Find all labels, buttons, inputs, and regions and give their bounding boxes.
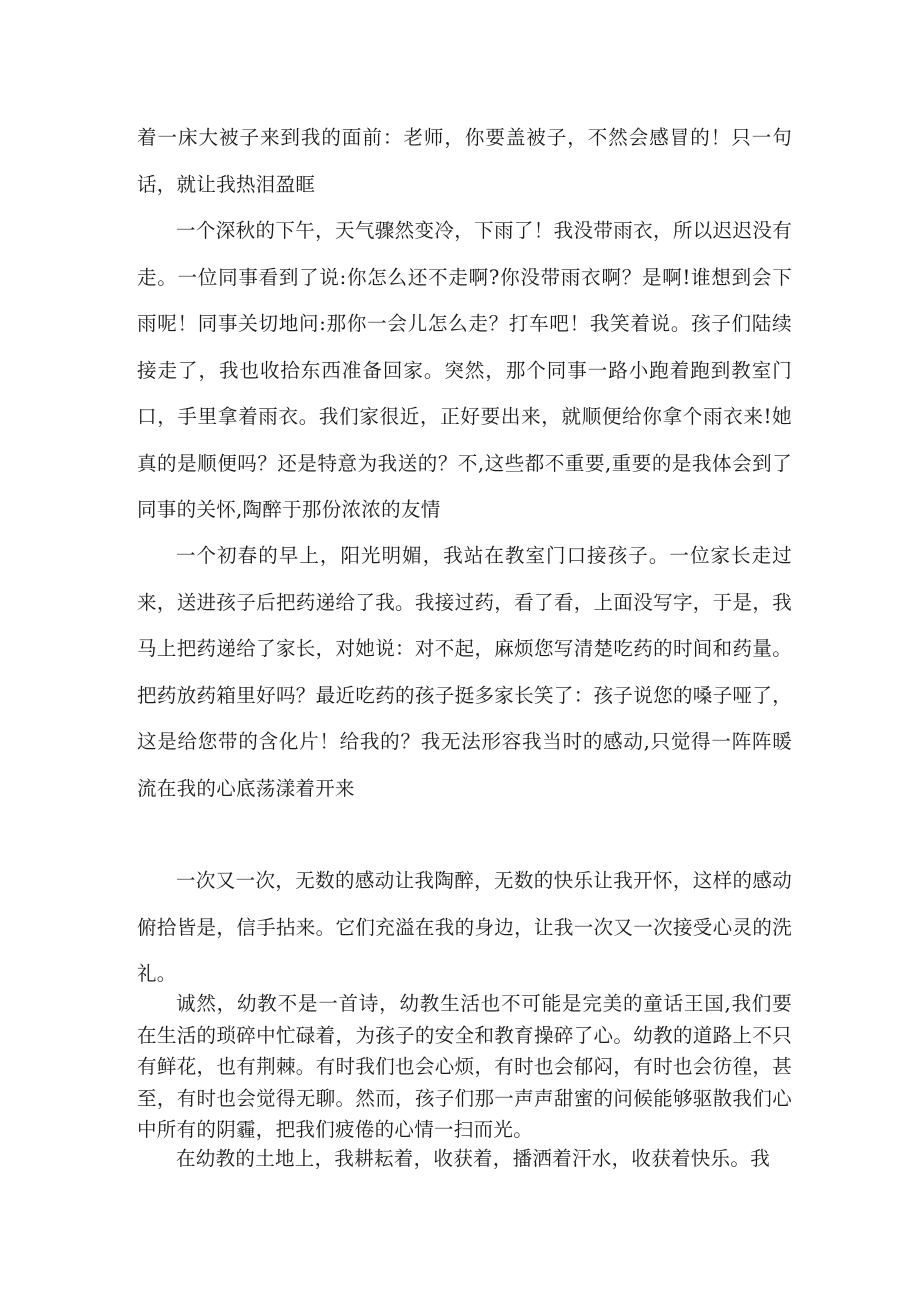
paragraph-2: 一个深秋的下午，天气骤然变冷，下雨了！我没带雨衣，所以迟迟没有走。一位同事看到了说:你怎么还不走啊?你没带雨衣啊？是啊!谁想到会下雨呢！同事关切地问:那你一会儿怎么走？打车吧！我笑着说。孩子们陆续接走了，我也收拾东西准备回家。突然，那个同事一路小跑着跑到教室门口，手里拿着雨衣。我们家很近，正好要出来，就顺便给你拿个雨衣来!她真的是顺便吗？还是特意为我送的？不,这些都不重要,重要的是我体会到了同事的关怀,陶醉于那份浓浓的友情 [137, 219, 792, 521]
paragraph-3: 一个初春的早上，阳光明媚，我站在教室门口接孩子。一位家长走过来，送进孩子后把药递给了我。我接过药，看了看，上面没写字，于是，我马上把药递给了家长，对她说：对不起，麻烦您写清楚吃药的时间和药量。把药放药箱里好吗？最近吃药的孩子挺多家长笑了：孩子说您的嗓子哑了，这是给您带的含化片！给我的？我无法形容我当时的感动,只觉得一阵阵暖流在我的心底荡漾着开来 [137, 544, 792, 800]
paragraph-6: 在幼教的土地上，我耕耘着，收获着，播洒着汗水，收获着快乐。我 [176, 1147, 771, 1170]
paragraph-4: 一次又一次，无数的感动让我陶醉，无数的快乐让我开怀，这样的感动俯拾皆是，信手拈来。它们充溢在我的身边，让我一次又一次接受心灵的洗礼。 [137, 869, 792, 985]
paragraph-1: 着一床大被子来到我的面前：老师，你要盖被子，不然会感冒的！只一句话，就让我热泪盈眶 [137, 126, 792, 196]
paragraph-5: 诚然，幼教不是一首诗，幼教生活也不可能是完美的童话王国,我们要在生活的琐碎中忙碌着，为孩子的安全和教育操碎了心。幼教的道路上不只有鲜花，也有荆棘。有时我们也会心烦，有时也会郁闷，有时也会彷徨，甚至，有时也会觉得无聊。然而，孩子们那一声声甜蜜的问候能够驱散我们心中所有的阴霾，把我们疲倦的心情一扫而光。 [137, 992, 792, 1141]
